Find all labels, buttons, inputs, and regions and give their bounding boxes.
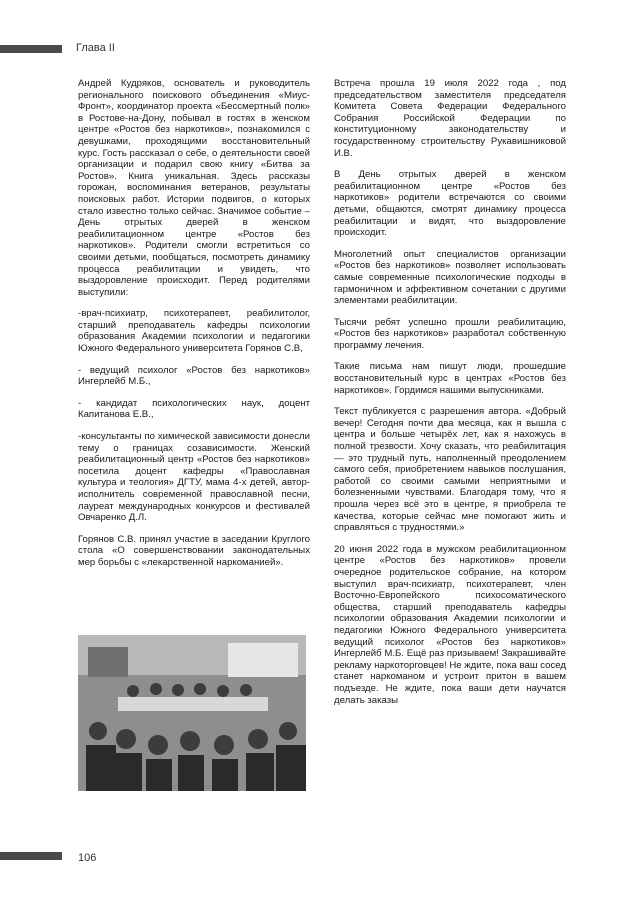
paragraph: Многолетний опыт специалистов организации «Ростов без наркотиков» позволяет использовать самые современные психологические подходы в гармоничном и эффективном сочетании с другими элементами реабилитации. bbox=[334, 248, 566, 307]
chapter-title: Глава II bbox=[76, 42, 115, 54]
paragraph: -консультанты по химической зависимости донесли тему о границах созависимости. Женский реабилитационный центр «Ростов без наркотиков» посетила доцент кафедры «Православная культура и теология» ДГТУ, мама 4-х детей, автор-исполнитель современной православной песни, лауреат международных конкурсов и фестивалей Овчаренко Д.Л. bbox=[78, 431, 310, 524]
paragraph: -врач-психиатр, психотерапевт, реабилитолог, старший преподаватель кафедры психологии образования Академии психологии и педагогики Южного Федерального университета Горянов С.В, bbox=[78, 308, 310, 355]
paragraph: Тысячи ребят успешно прошли реабилитацию, «Ростов без наркотиков» разработал собственную программу лечения. bbox=[334, 316, 566, 351]
paragraph: Встреча прошла 19 июля 2022 года , под председательством заместителя председателя Комитета Совета Федерации Федерального Собрания Российской Федерации по конституционному законодательству и государственному строительству Рукавишниковой И.В. bbox=[334, 78, 566, 159]
left-column bbox=[78, 78, 310, 579]
meeting-photo bbox=[78, 635, 306, 791]
header-bar bbox=[0, 45, 62, 53]
paragraph: Горянов С.В. принял участие в заседании Круглого стола «О совершенствовании законодательных мер борьбы с «лекарственной наркоманией». bbox=[78, 533, 310, 568]
paragraph: Андрей Кудряков, основатель и руководитель регионального поискового объединения «Миус-Фронт», координатор проекта «Бессмертный полк» в Ростове-на-Дону, побывал в гостях в женском центре «Ростов без наркотиков», познакомился с девушками, проходящими восстановительный курс. Гость рассказал о себе, о деятельности своей организации и подарил свою книгу «Битва за Ростов». Книга уникальная. Здесь рассказы горожан, воспоминания ветеранов, результаты поисковых работ. Истории подвигов, о которых стало известно только сейчас. Значимое событие – День отрытых дверей в женском реабилитационном центре «Ростов без наркотиков». Родители смогли встретиться со своими детьми, пообщаться, посмотреть динамику процесса реабилитации и увидеть, что выздоровление происходит. Перед родителями выступили: bbox=[78, 78, 310, 298]
page-number: 106 bbox=[78, 852, 97, 864]
paragraph: - ведущий психолог «Ростов без наркотиков» Ингерлейб М.Б., bbox=[78, 364, 310, 388]
footer-bar bbox=[0, 852, 62, 860]
right-column bbox=[334, 78, 566, 716]
paragraph: 20 июня 2022 года в мужском реабилитационном центре «Ростов без наркотиков» провели очередное родительское собрание, на котором выступил врач-психиатр, психотерапевт, член Восточно-Европейского психосоматического общества, старший преподаватель кафедры психологии образования Академии психологии и педагогики Южного Федерального университета ведущий психолог «Ростов без наркотиков» Ингерлейб М.Б. Ещё раз призываем! Закрашивайте рекламу наркоторговцев! Не ждите, пока ваш сосед станет наркоманом и устроит притон в вашем подъезде. Не ждите, пока ваши дети научатся делать заказы bbox=[334, 543, 566, 706]
paragraph: - кандидат психологических наук, доцент Капитанова Е.В., bbox=[78, 397, 310, 421]
paragraph: Такие письма нам пишут люди, прошедшие восстановительный курс в центрах «Ростов без наркотиков». Гордимся нашими выпускниками. bbox=[334, 361, 566, 396]
paragraph: Текст публикуется с разрешения автора. «Добрый вечер! Сегодня почти два месяца, как я вышла с центра и больше четырёх лет, как я нахожусь в полной трезвости. Хочу сказать, что реабилитация — это трудный путь, наполненный преодолением самого себя, приобретением навыков послушания, работой со своими самыми неприятными и болезненными чувствами. Благодаря тому, что я прошла через всё это в центре, я приобрела те качества, которые сейчас мне помогают жить и справляться с трудностями.» bbox=[334, 406, 566, 534]
paragraph: В День отрытых дверей в женском реабилитационном центре «Ростов без наркотиков» родители встречаются со своими детьми, общаются, смотрят динамику процесса реабилитации и видят, что выздоровление происходит. bbox=[334, 169, 566, 239]
